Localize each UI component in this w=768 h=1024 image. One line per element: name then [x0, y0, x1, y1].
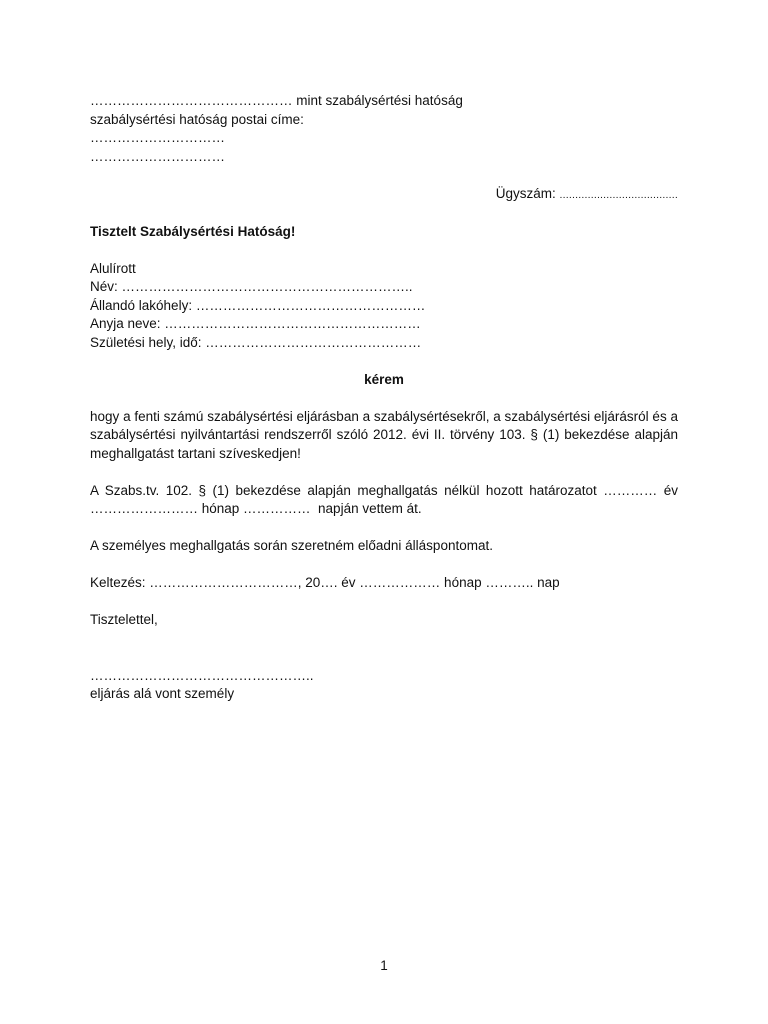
case-number-dots: ......................................	[559, 188, 678, 201]
decision-receipt-line-2: …………………… hónap …………… napján vettem át.	[90, 501, 422, 516]
signature-label: eljárás alá vont személy	[90, 686, 235, 701]
decision-receipt-line-1: A Szabs.tv. 102. § (1) bekezdése alapján meghallgatás nélkül hozott határozatot ………… év	[90, 482, 678, 498]
authority-line: ……………………………………… mint szabálysértési hatóság	[90, 93, 463, 108]
case-number-label: Ügyszám:	[495, 185, 560, 201]
spacer	[90, 204, 678, 223]
spacer	[90, 519, 678, 538]
spacer	[90, 166, 678, 185]
spacer	[90, 593, 678, 612]
applicant-name-field: Név: ………………………………………………………..	[90, 279, 413, 294]
spacer	[90, 648, 678, 667]
request-paragraph: hogy a fenti számú szabálysértési eljárásban a szabálysértésekről, a szabálysértési eljárásról és a szabálysértési nyilvántartási rendszerről szóló 2012. évi II. törvény 103. § (1) bekezdése alapján meghallgatást tartani szíveskedjen!	[90, 408, 678, 461]
applicant-mother-name-field: Anyja neve: …………………………………………………	[90, 316, 421, 331]
request-heading: kérem	[364, 371, 404, 387]
page-number: 1	[380, 958, 388, 973]
postal-address-line-1: …………………………	[90, 130, 225, 145]
case-number	[90, 185, 678, 205]
spacer	[90, 241, 678, 260]
spacer	[90, 630, 678, 649]
dating-line: Keltezés: ……………………………, 20…. év ……………… hónap ……….. nap	[90, 575, 560, 590]
document-body	[90, 92, 678, 704]
closing-line: Tisztelettel,	[90, 612, 158, 627]
postal-address-label: szabálysértési hatóság postai címe:	[90, 111, 304, 127]
applicant-birth-field: Születési hely, idő: …………………………………………	[90, 334, 422, 350]
signature-dots: …………………………………………..	[90, 667, 314, 683]
spacer	[90, 389, 678, 408]
spacer	[90, 463, 678, 482]
spacer	[90, 352, 678, 371]
hearing-paragraph: A személyes meghallgatás során szeretném előadni álláspontomat.	[90, 538, 493, 553]
spacer	[90, 556, 678, 575]
applicant-residence-field: Állandó lakóhely: ……………………………………………	[90, 297, 426, 313]
postal-address-line-2: …………………………	[90, 148, 225, 164]
salutation: Tisztelt Szabálysértési Hatóság!	[90, 223, 296, 239]
applicant-intro: Alulírott	[90, 260, 136, 276]
